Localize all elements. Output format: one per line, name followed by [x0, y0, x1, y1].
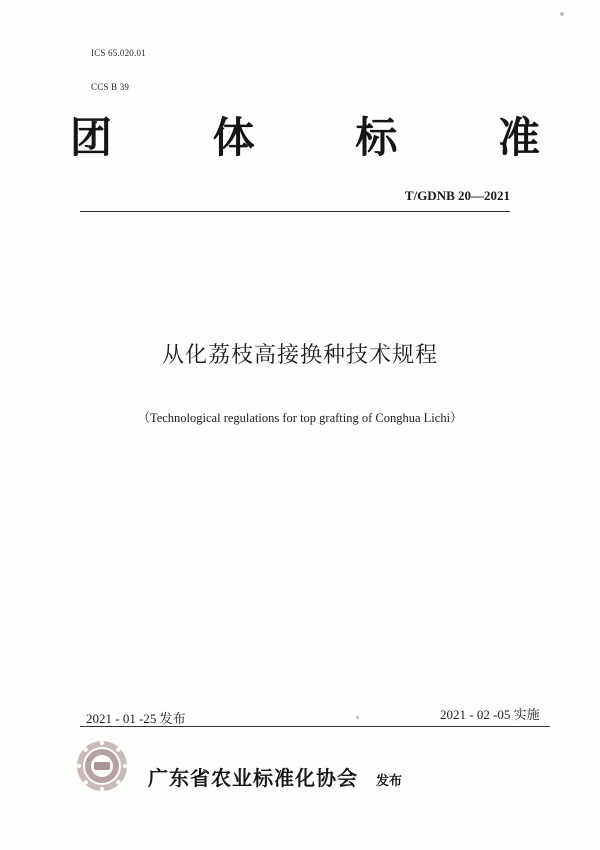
main-title-char: 准 — [497, 113, 540, 162]
main-title-char: 标 — [355, 113, 398, 162]
scan-speck — [356, 716, 359, 719]
scan-speck — [560, 12, 564, 16]
bottom-divider — [80, 726, 550, 727]
issuer-name: 广东省农业标准化协会 — [148, 766, 358, 790]
main-title — [70, 112, 540, 164]
top-divider — [80, 211, 510, 212]
ccs-code: CCS B 39 — [91, 82, 130, 92]
association-seal-icon — [76, 740, 128, 792]
issuer-line — [148, 762, 402, 791]
issuer-action: 发布 — [376, 774, 403, 789]
implement-date: 2021 - 02 -05 实施 — [440, 707, 540, 722]
main-title-char: 体 — [212, 113, 255, 162]
document-subtitle: （Technological regulations for top grafting of Conghua Lichi） — [137, 411, 463, 425]
ics-code: ICS 65.020.01 — [91, 48, 146, 58]
standard-number: T/GDNB 20—2021 — [404, 188, 510, 203]
document-title: 从化荔枝高接换种技术规程 — [161, 343, 438, 368]
publish-date: 2021 - 01 -25 发布 — [86, 711, 186, 726]
main-title-char: 团 — [70, 113, 113, 162]
